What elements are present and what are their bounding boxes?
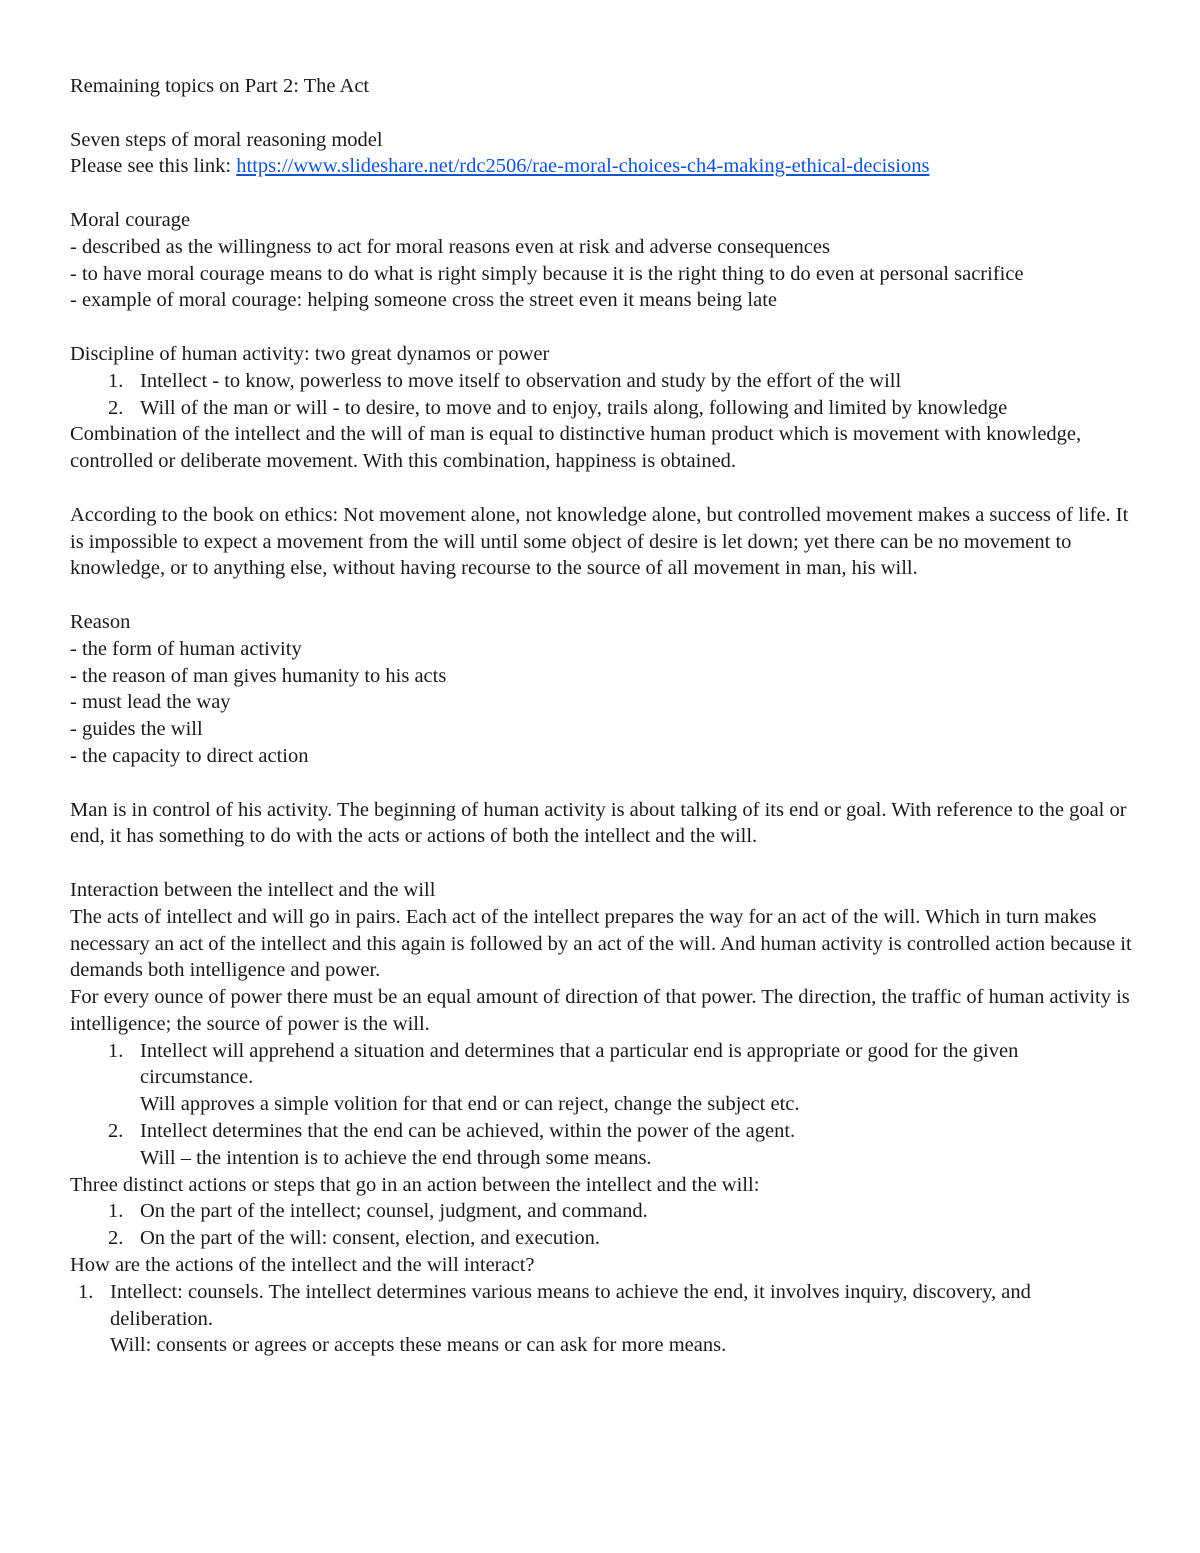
list-item [70, 368, 1135, 395]
list-number: 2. [108, 1120, 124, 1143]
seven-steps-heading: Seven steps of moral reasoning model [70, 128, 383, 151]
list-item [70, 1279, 1135, 1359]
interaction-paragraph-2: For every ounce of power there must be an equal amount of direction of that power. The direction, the traffic of human activity is intelligence; the source of power is the will. [70, 986, 1130, 1035]
list-number: 1. [78, 1280, 94, 1303]
reason-bullet: - guides the will [70, 718, 203, 741]
moral-courage-heading: Moral courage [70, 208, 191, 231]
document-body [70, 73, 1135, 1359]
list-text: Intellect: counsels. The intellect determines various means to achieve the end, it involves inquiry, discovery, and deliberation. [110, 1280, 1031, 1330]
list-text: Intellect determines that the end can be achieved, within the power of the agent. [140, 1120, 796, 1143]
link-prefix: Please see this link: [70, 155, 237, 178]
according-paragraph: According to the book on ethics: Not movement alone, not knowledge alone, but controlled movement makes a success of life. It is impossible to expect a movement from the will until some object of desire is let down; yet there can be no movement to knowledge, or to anything else, without having recourse to the source of all movement in man, his will. [70, 503, 1129, 580]
reason-bullet: - must lead the way [70, 691, 231, 714]
list-item [70, 1225, 1135, 1252]
list-number: 2. [108, 1227, 124, 1250]
list-item [70, 1038, 1135, 1118]
page-title: Remaining topics on Part 2: The Act [70, 75, 370, 97]
reason-heading: Reason [70, 610, 131, 633]
list-subtext: Will approves a simple volition for that end or can reject, change the subject etc. [140, 1093, 800, 1116]
reason-bullet: - the form of human activity [70, 637, 302, 660]
man-control-paragraph: Man is in control of his activity. The beginning of human activity is about talking of its end or goal. With reference to the goal or end, it has something to do with the acts or actions of both the intellect and the will. [70, 798, 1127, 848]
reason-bullet: - the reason of man gives humanity to his acts [70, 664, 447, 687]
list-text: Will of the man or will - to desire, to move and to enjoy, trails along, following and limited by knowledge [140, 396, 1008, 419]
moral-courage-bullet: - example of moral courage: helping someone cross the street even it means being late [70, 289, 777, 312]
interaction-paragraph-1: The acts of intellect and will go in pairs. Each act of the intellect prepares the way for an act of the will. Which in turn makes necessary an act of the intellect and this again is followed by an act of the will. And human activity is controlled action because it demands both intelligence and power. [70, 905, 1132, 982]
list-number: 1. [108, 1200, 124, 1223]
list-number: 2. [108, 396, 124, 419]
list-item [70, 1118, 1135, 1172]
three-actions-heading: Three distinct actions or steps that go in an action between the intellect and the will: [70, 1173, 760, 1196]
list-number: 1. [108, 369, 124, 392]
list-text: On the part of the intellect; counsel, judgment, and command. [140, 1200, 648, 1223]
list-number: 1. [108, 1039, 124, 1062]
moral-courage-bullet: - described as the willingness to act for moral reasons even at risk and adverse consequences [70, 235, 830, 258]
interaction-heading: Interaction between the intellect and the will [70, 878, 436, 901]
discipline-heading: Discipline of human activity: two great dynamos or power [70, 342, 550, 365]
how-interact-heading: How are the actions of the intellect and the will interact? [70, 1254, 535, 1277]
list-text: On the part of the will: consent, election, and execution. [140, 1227, 600, 1250]
list-item [70, 395, 1135, 422]
combination-paragraph: Combination of the intellect and the will of man is equal to distinctive human product which is movement with knowledge, controlled or deliberate movement. With this combination, happiness is obtained. [70, 423, 1082, 473]
slideshare-link[interactable]: https://www.slideshare.net/rdc2506/rae-moral-choices-ch4-making-ethical-decisions [236, 155, 930, 178]
reason-bullet: - the capacity to direct action [70, 744, 309, 767]
list-subtext: Will: consents or agrees or accepts these means or can ask for more means. [110, 1334, 727, 1357]
seven-steps-link-line [70, 153, 1135, 180]
list-subtext: Will – the intention is to achieve the end through some means. [140, 1146, 652, 1169]
moral-courage-bullet: - to have moral courage means to do what is right simply because it is the right thing to do even at personal sacrifice [70, 262, 1024, 285]
list-text: Intellect will apprehend a situation and determines that a particular end is appropriate or good for the given circumstance. [140, 1039, 1019, 1089]
list-item [70, 1198, 1135, 1225]
list-text: Intellect - to know, powerless to move itself to observation and study by the effort of the will [140, 369, 902, 392]
